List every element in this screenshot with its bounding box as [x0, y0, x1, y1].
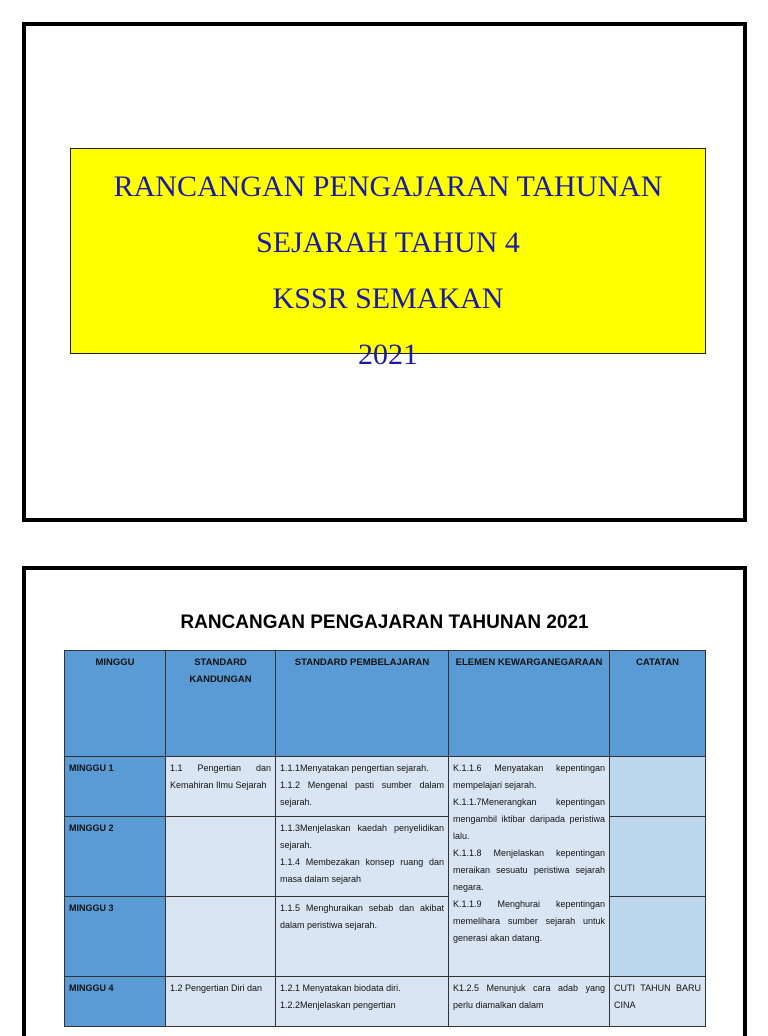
- minggu-cell: MINGGU 2: [65, 817, 166, 897]
- elemen-kewarganegaraan-cell: [449, 757, 610, 977]
- header-elemen-kewarganegaraan: ELEMEN KEWARGANEGARAAN: [449, 651, 610, 757]
- catatan-cell: [610, 817, 706, 897]
- cover-title-box: [70, 148, 706, 371]
- table-row: [65, 817, 706, 897]
- table-page: [22, 566, 747, 1036]
- sp-item: 1.2.2Menjelaskan pengertian: [280, 1000, 396, 1010]
- standard-pembelajaran-cell: [276, 897, 449, 977]
- sp-item: 1.1.3Menjelaskan kaedah penyelidikan sejarah.: [280, 823, 444, 850]
- sp-item: 1.2.1 Menyatakan biodata diri.: [280, 983, 401, 993]
- standard-pembelajaran-cell: [276, 817, 449, 897]
- cover-page: [22, 22, 747, 522]
- ek-item: K.1.1.8 Menjelaskan kepentingan meraikan sesuatu peristiwa sejarah negara.: [453, 848, 605, 892]
- header-minggu: MINGGU: [65, 651, 166, 757]
- standard-pembelajaran-cell: [276, 977, 449, 1027]
- catatan-cell: CUTI TAHUN BARU CINA: [610, 977, 706, 1027]
- table-title: RANCANGAN PENGAJARAN TAHUNAN 2021: [180, 612, 589, 633]
- standard-kandungan-cell: 1.1 Pengertian dan Kemahiran Ilmu Sejarah: [166, 757, 276, 817]
- cover-title-line-1: RANCANGAN PENGAJARAN TAHUNAN: [113, 170, 663, 203]
- sp-item: 1.1.5 Menghuraikan sebab dan akibat dalam peristiwa sejarah.: [280, 903, 444, 930]
- minggu-cell: MINGGU 3: [65, 897, 166, 977]
- standard-kandungan-cell: [166, 817, 276, 897]
- catatan-cell: [610, 897, 706, 977]
- table-header-row: [65, 651, 706, 757]
- table-row: [65, 757, 706, 817]
- ek-item: K.1.1.9 Menghurai kepentingan memelihara sumber sejarah untuk generasi akan datang.: [453, 899, 605, 943]
- ek-item: K.1.1.6 Menyatakan kepentingan mempelajari sejarah.: [453, 763, 605, 790]
- sp-item: 1.1.1Menyatakan pengertian sejarah.: [280, 763, 429, 773]
- cover-title-line-4: 2021: [358, 338, 418, 371]
- plan-table: [64, 650, 706, 1027]
- standard-kandungan-cell: [166, 897, 276, 977]
- cover-title-line-2: SEJARAH TAHUN 4: [256, 226, 520, 259]
- table-row: [65, 897, 706, 977]
- minggu-cell: MINGGU 1: [65, 757, 166, 817]
- table-row: [65, 977, 706, 1027]
- minggu-cell: MINGGU 4: [65, 977, 166, 1027]
- catatan-cell: [610, 757, 706, 817]
- sp-item: 1.1.4 Membezakan konsep ruang dan masa dalam sejarah: [280, 857, 444, 884]
- standard-kandungan-cell: 1.2 Pengertian Diri dan: [166, 977, 276, 1027]
- header-standard-pembelajaran: STANDARD PEMBELAJARAN: [276, 651, 449, 757]
- elemen-kewarganegaraan-cell: K1.2.5 Menunjuk cara adab yang perlu diamalkan dalam: [449, 977, 610, 1027]
- cover-title-line-3: KSSR SEMAKAN: [272, 282, 504, 315]
- ek-item: K.1.1.7Menerangkan kepentingan mengambil iktibar daripada peristiwa lalu.: [453, 797, 605, 841]
- header-catatan: CATATAN: [610, 651, 706, 757]
- standard-pembelajaran-cell: [276, 757, 449, 817]
- header-standard-kandungan: STANDARD KANDUNGAN: [166, 651, 276, 757]
- sp-item: 1.1.2 Mengenal pasti sumber dalam sejarah.: [280, 780, 444, 807]
